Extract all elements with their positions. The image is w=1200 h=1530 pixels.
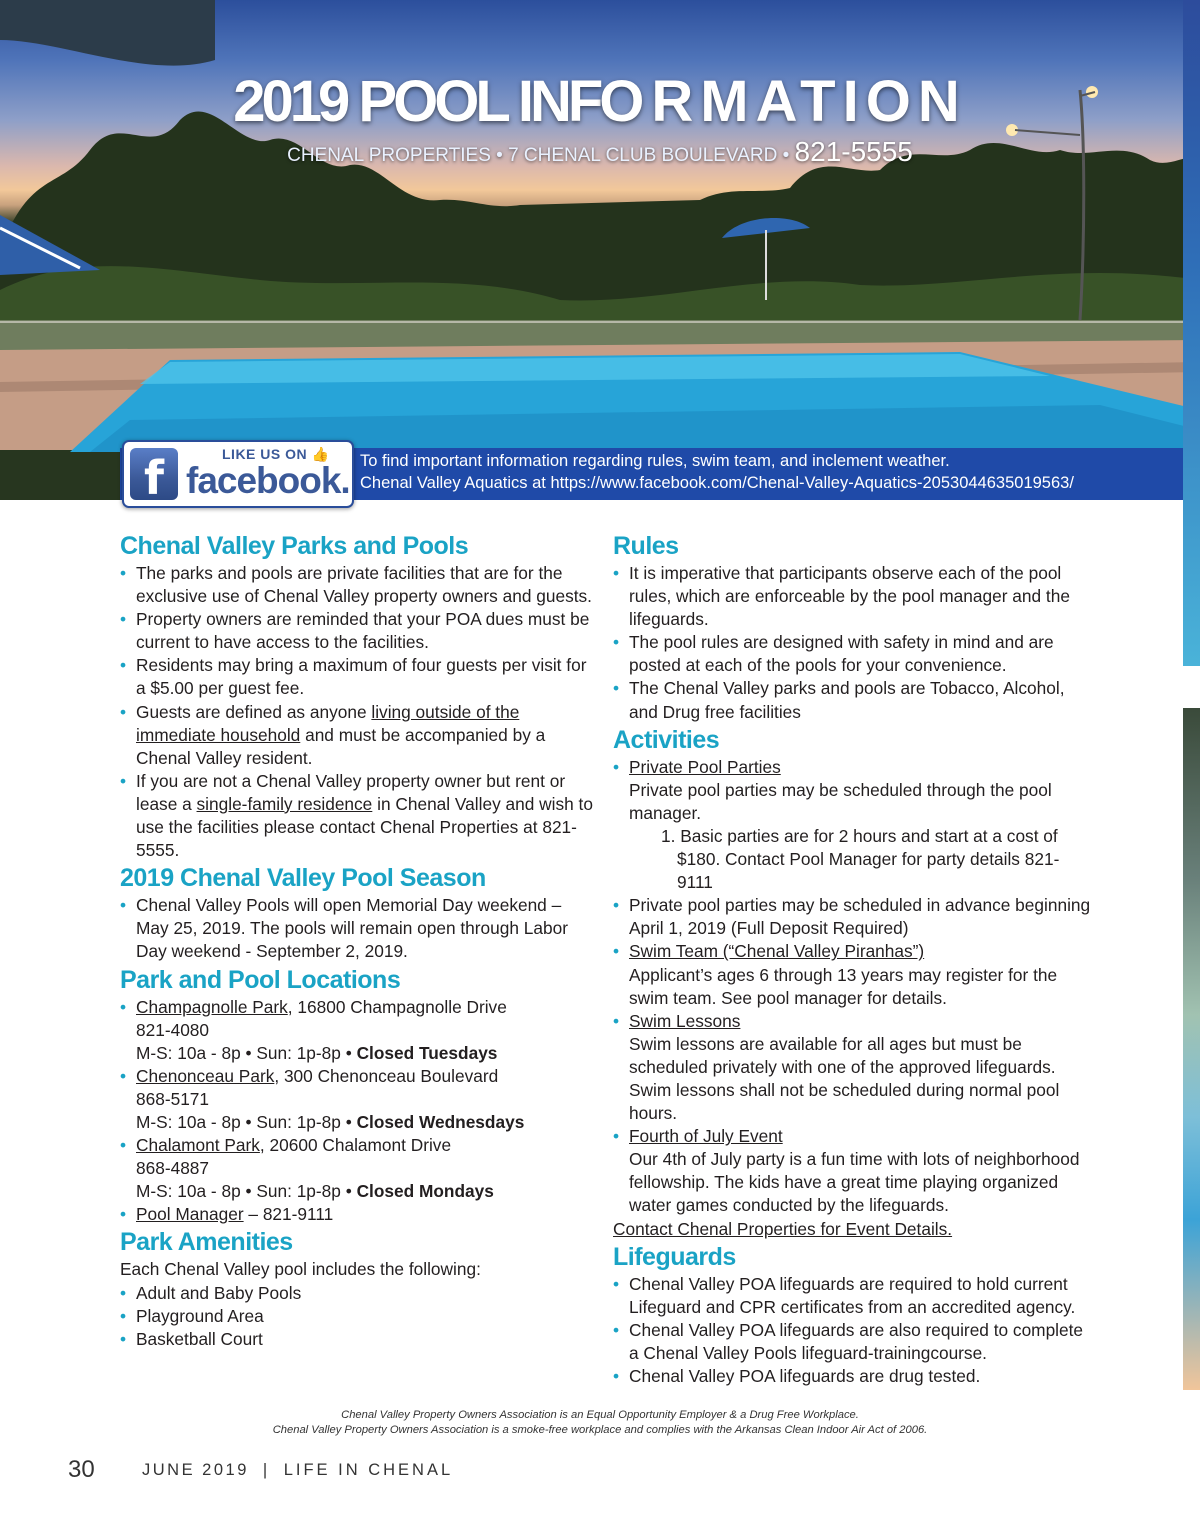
closed-day: Closed Tuesdays <box>356 1042 498 1063</box>
park-name: Chalamont Park <box>136 1135 260 1156</box>
locations-heading: Park and Pool Locations <box>120 965 401 994</box>
hero-photo <box>0 0 1200 500</box>
park-chalamont <box>120 1134 595 1203</box>
swim-team <box>613 940 1093 1009</box>
list-item: • Property owners are reminded that your POA dues must be current to have access to the facilities. <box>120 608 595 654</box>
park-chenonceau <box>120 1065 595 1134</box>
disclaimer-line-1: Chenal Valley Property Owners Association is an Equal Opportunity Employer & a Drug Free Workplace. <box>341 1409 859 1421</box>
park-phone: 821-4080 <box>136 1019 210 1040</box>
activities-list <box>613 756 1093 1218</box>
closed-day: Closed Mondays <box>356 1181 494 1202</box>
rules-heading: Rules <box>613 532 679 560</box>
text-fragment: If you are not a Chenal Valley property owner but rent or lease a <box>136 770 566 814</box>
pool-manager <box>120 1203 595 1226</box>
hours-text: M-S: 10a - 8p • Sun: 1p-8p • <box>136 1042 357 1063</box>
page-number: 30 <box>68 1456 95 1483</box>
text-fragment: and must be accompanied by a Chenal Valley resident. <box>136 724 546 768</box>
text-fragment: Guests are defined as anyone <box>136 701 372 722</box>
closed-day: Closed Wednesdays <box>356 1111 525 1132</box>
amenities-intro: Each Chenal Valley pool includes the following: <box>120 1259 481 1280</box>
facebook-badge[interactable] <box>122 440 354 508</box>
list-item <box>120 701 595 770</box>
facebook-url[interactable]: Chenal Valley Aquatics at https://www.facebook.com/Chenal-Valley-Aquatics-2053044635019563/ <box>360 474 1074 492</box>
parks-pools-list <box>120 562 595 862</box>
park-name-line <box>136 1065 595 1088</box>
facebook-like-text: LIKE US ON <box>222 446 308 462</box>
household-definition: living outside of the immediate household <box>136 701 520 745</box>
park-hours <box>136 1180 595 1203</box>
park-name: Chenonceau Park <box>136 1065 275 1086</box>
swim-team-title: • Swim Team (“Chenal Valley Piranhas”) <box>629 941 925 962</box>
pool-manager-label: Pool Manager <box>136 1204 244 1225</box>
private-parties-basic: 1. Basic parties are for 2 hours and start at a cost of $180. Contact Pool Manager for party details 821-9111 <box>661 825 1060 893</box>
swim-lessons-text: Swim lessons are available for all ages but must be scheduled privately with one of the approved lifeguards. Swim lessons shall not be scheduled during normal pool hours. <box>629 1033 1060 1124</box>
park-name-line <box>136 996 595 1019</box>
adjacent-page-edge <box>1183 708 1200 1390</box>
left-column <box>120 530 595 1351</box>
lifeguards-list <box>613 1273 1093 1388</box>
park-phone: 868-4887 <box>136 1158 210 1179</box>
list-item <box>120 770 595 862</box>
activities-heading: Activities <box>613 725 720 754</box>
facebook-info <box>360 450 1190 494</box>
rules-list <box>613 562 1093 724</box>
park-address: , 300 Chenonceau Boulevard <box>274 1065 499 1086</box>
list-item: • Playground Area <box>120 1305 595 1328</box>
list-item: • Chenal Valley Pools will open Memorial Day weekend – May 25, 2019. The pools will remain open through Labor Day weekend - September 2, 2019. <box>120 894 595 963</box>
park-phone: 868-5171 <box>136 1088 210 1109</box>
amenities-list <box>120 1282 595 1351</box>
pool-season-list <box>120 894 595 963</box>
title-part-2: ORMATION <box>599 69 967 134</box>
page-title <box>0 68 1200 135</box>
adjacent-page-edge <box>1183 0 1200 666</box>
facebook-f-icon: f <box>130 448 178 500</box>
facebook-info-line-1: To find important information regarding rules, swim team, and inclement weather. <box>360 452 950 470</box>
pool-season-heading: 2019 Chenal Valley Pool Season <box>120 864 486 893</box>
subtitle-address: CHENAL PROPERTIES • 7 CHENAL CLUB BOULEVARD • <box>287 145 790 166</box>
list-item: • Adult and Baby Pools <box>120 1282 595 1305</box>
list-item: • The pool rules are designed with safety in mind and are posted at each of the pools for your convenience. <box>613 631 1093 677</box>
park-champagnolle <box>120 996 595 1065</box>
list-item: • Chenal Valley POA lifeguards are also required to complete a Chenal Valley Pools lifeguard-trainingcourse. <box>613 1319 1093 1365</box>
list-item: • The parks and pools are private facilities that are for the exclusive use of Chenal Valley property owners and guests. <box>120 562 595 608</box>
text-fragment: in Chenal Valley and wish to use the facilities please contact Chenal Properties at 821-5555. <box>136 793 593 861</box>
right-column <box>613 530 1093 1388</box>
park-address: , 20600 Chalamont Drive <box>259 1135 452 1156</box>
list-item: • Chenal Valley POA lifeguards are required to hold current Lifeguard and CPR certificates from an accredited agency. <box>613 1273 1093 1319</box>
page-subtitle <box>0 136 1200 168</box>
park-address: , 16800 Champagnolle Drive <box>287 996 507 1017</box>
fourth-of-july-title: • Fourth of July Event <box>629 1126 783 1147</box>
pool-manager-phone: – 821-9111 <box>243 1204 334 1225</box>
park-name: Champagnolle Park <box>136 996 288 1017</box>
event-contact: Contact Chenal Properties for Event Details. <box>613 1218 953 1239</box>
locations-list <box>120 996 595 1227</box>
swim-team-text: Applicant’s ages 6 through 13 years may register for the swim team. See pool manager for details. <box>629 964 1058 1008</box>
subtitle-phone: 821-5555 <box>794 136 913 167</box>
lifeguards-heading: Lifeguards <box>613 1242 736 1271</box>
list-item: • The Chenal Valley parks and pools are Tobacco, Alcohol, and Drug free facilities <box>613 677 1093 723</box>
swim-lessons-title: • Swim Lessons <box>629 1010 741 1031</box>
single-family-residence: single-family residence <box>196 793 373 814</box>
amenities-heading: Park Amenities <box>120 1228 293 1257</box>
list-item: • Basketball Court <box>120 1328 595 1351</box>
park-hours <box>136 1042 595 1065</box>
list-item: • Chenal Valley POA lifeguards are drug tested. <box>613 1365 1093 1388</box>
running-footer <box>142 1461 453 1480</box>
private-parties-text: Private pool parties may be scheduled through the pool manager. <box>629 779 1052 823</box>
issue-date: JUNE 2019 <box>142 1461 249 1479</box>
park-name-line <box>136 1134 595 1157</box>
fourth-of-july <box>613 1125 1093 1217</box>
list-item: • Residents may bring a maximum of four guests per visit for a $5.00 per guest fee. <box>120 654 595 700</box>
private-parties-title: • Private Pool Parties <box>629 756 781 777</box>
disclaimer <box>0 1408 1200 1438</box>
advance-booking: • Private pool parties may be scheduled in advance beginning April 1, 2019 (Full Deposit Required) <box>613 894 1093 940</box>
list-item: • It is imperative that participants observe each of the pool rules, which are enforceable by the pool manager and the lifeguards. <box>613 562 1093 631</box>
magazine-name: LIFE IN CHENAL <box>283 1461 454 1479</box>
thumbs-up-icon: 👍 <box>311 446 330 462</box>
facebook-wordmark: facebook. <box>186 460 350 501</box>
fourth-of-july-text: Our 4th of July party is a fun time with lots of neighborhood fellowship. The kids have a great time playing organized water games conducted by the lifeguards. <box>629 1149 1080 1216</box>
private-parties <box>613 756 1093 895</box>
park-hours <box>136 1111 595 1134</box>
footer-separator: | <box>262 1461 270 1479</box>
disclaimer-line-2: Chenal Valley Property Owners Association is a smoke-free workplace and complies with the Arkansas Clean Indoor Air Act of 2006. <box>272 1424 928 1436</box>
parks-pools-heading: Chenal Valley Parks and Pools <box>120 532 469 560</box>
swim-lessons <box>613 1010 1093 1125</box>
hours-text: M-S: 10a - 8p • Sun: 1p-8p • <box>136 1111 357 1132</box>
title-part-1: 2019 POOL INF <box>233 69 600 134</box>
hours-text: M-S: 10a - 8p • Sun: 1p-8p • <box>136 1181 357 1202</box>
